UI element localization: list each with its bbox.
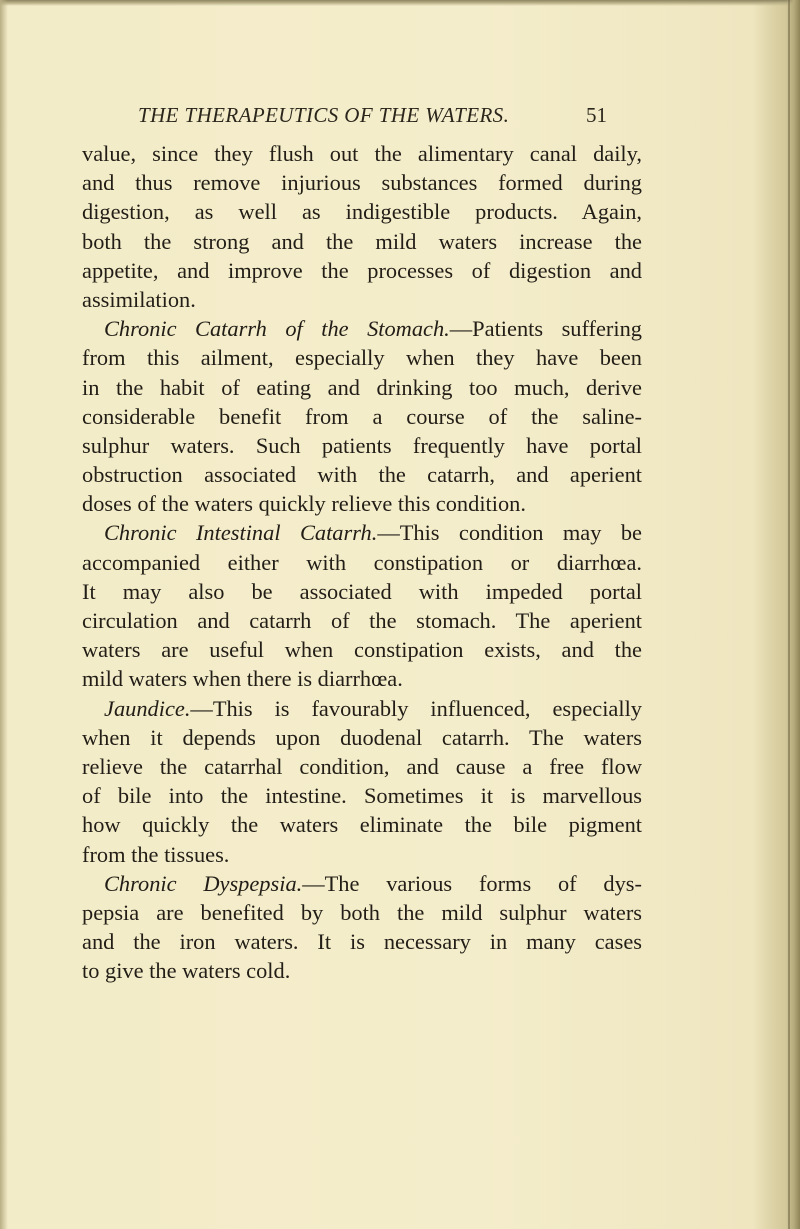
text-line: from the tissues. xyxy=(82,841,230,867)
text-line: to give the waters cold. xyxy=(82,958,291,984)
left-page-edge xyxy=(0,0,8,1229)
text-line: how quickly the waters eliminate the bile pigment xyxy=(82,812,642,838)
text-line: considerable benefit from a course of the saline- xyxy=(82,403,642,429)
text-line xyxy=(82,694,642,723)
text-line: from this ailment, especially when they have been xyxy=(82,345,642,371)
section-heading: Chronic Dyspepsia. xyxy=(104,870,303,896)
top-page-shadow xyxy=(0,0,800,6)
paragraph-digestion-benefits xyxy=(82,139,642,314)
running-title: THE THERAPEUTICS OF THE WATERS. xyxy=(138,103,510,127)
text-line: both the strong and the mild waters increase the xyxy=(82,228,642,254)
paragraph-chronic-intestinal-catarrh xyxy=(82,518,642,693)
text-line: sulphur waters. Such patients frequently have portal xyxy=(82,432,642,458)
section-heading: Jaundice. xyxy=(104,695,191,721)
paragraph-chronic-catarrh-stomach xyxy=(82,314,642,518)
text-line: It may also be associated with impeded portal xyxy=(82,578,642,604)
heading-continuation: —Patients suffering xyxy=(449,316,642,342)
text-line: when it depends upon duodenal catarrh. The waters xyxy=(82,724,642,750)
text-line: doses of the waters quickly relieve this condition. xyxy=(82,491,526,517)
text-line: digestion, as well as indigestible products. Again, xyxy=(82,199,642,225)
text-line xyxy=(82,314,642,343)
paragraph-jaundice xyxy=(82,694,642,869)
paragraph-chronic-dyspepsia xyxy=(82,869,642,986)
page-number: 51 xyxy=(586,103,607,127)
section-heading: Chronic Intestinal Catarrh. xyxy=(104,520,378,546)
text-line: circulation and catarrh of the stomach. The aperient xyxy=(82,608,642,633)
text-line: relieve the catarrhal condition, and cause a free flow xyxy=(82,753,642,779)
body-text xyxy=(82,139,642,985)
text-line: value, since they flush out the alimentary canal daily, xyxy=(82,141,642,166)
heading-continuation: —This is favourably influenced, especially xyxy=(190,695,642,721)
text-line xyxy=(82,869,642,898)
text-line: of bile into the intestine. Sometimes it is marvellous xyxy=(82,783,642,809)
text-line: assimilation. xyxy=(82,286,196,312)
text-line xyxy=(82,518,642,547)
heading-continuation: —The various forms of dys- xyxy=(302,870,642,896)
text-line: appetite, and improve the processes of digestion and xyxy=(82,257,642,283)
text-line: accompanied either with constipation or diarrhœa. xyxy=(82,549,642,575)
text-line: mild waters when there is diarrhœa. xyxy=(82,666,403,692)
binding-line xyxy=(788,0,790,1229)
text-line: in the habit of eating and drinking too much, derive xyxy=(82,374,642,400)
text-line: pepsia are benefited by both the mild sulphur waters xyxy=(82,899,642,925)
heading-continuation: —This condition may be xyxy=(377,520,642,546)
section-heading: Chronic Catarrh of the Stomach. xyxy=(104,316,450,342)
text-line: obstruction associated with the catarrh, and aperient xyxy=(82,462,642,488)
text-line: and the iron waters. It is necessary in many cases xyxy=(82,929,642,955)
text-line: waters are useful when constipation exists, and the xyxy=(82,637,642,663)
text-line: and thus remove injurious substances formed during xyxy=(82,170,642,196)
running-header xyxy=(138,103,612,133)
